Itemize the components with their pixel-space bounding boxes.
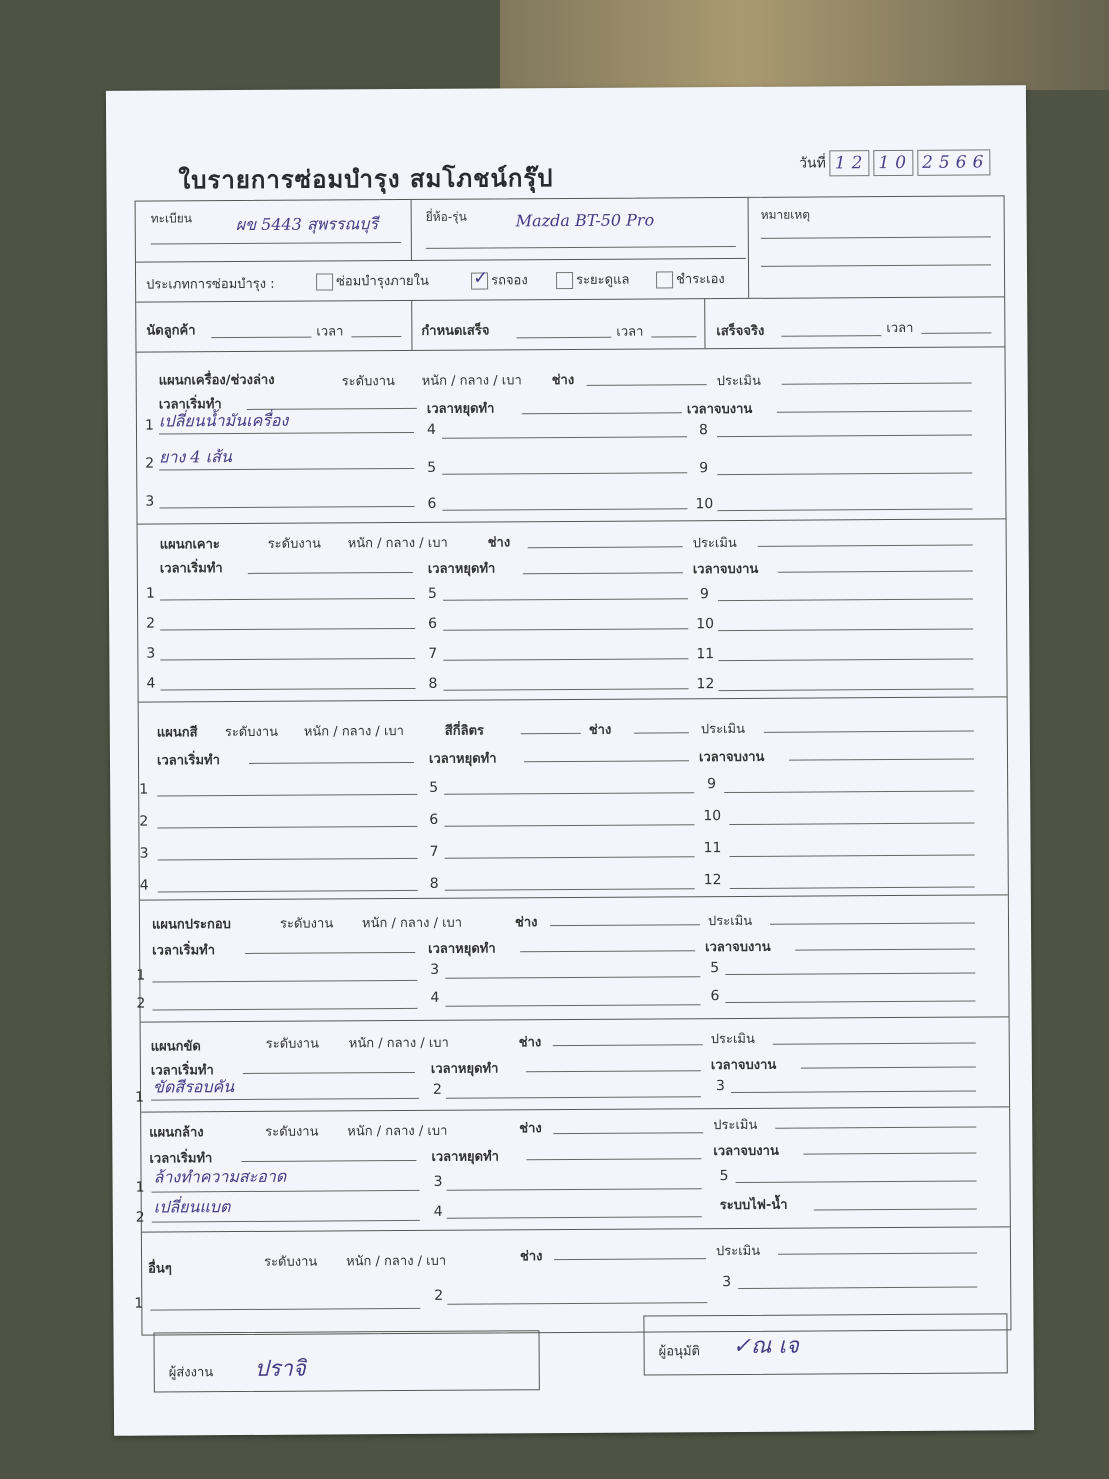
rule (718, 659, 973, 662)
divider (411, 200, 412, 260)
evaluate-label: ประเมิน (710, 1031, 755, 1048)
row-number: 7 (428, 645, 438, 662)
rule (718, 629, 973, 632)
rule (444, 824, 694, 827)
rule (795, 949, 975, 951)
end-label: เวลาจบงาน (692, 561, 759, 578)
row-number: 5 (427, 585, 437, 602)
rule (717, 435, 972, 438)
rule (731, 1091, 976, 1093)
rule (142, 1226, 1010, 1232)
checkbox-icon[interactable] (656, 271, 673, 288)
levels-options: หนัก / กลาง / เบา (421, 373, 522, 389)
other-title: อื่นๆ (148, 1261, 172, 1277)
row-number: 8 (428, 675, 438, 692)
rule (442, 508, 687, 510)
rule (248, 572, 413, 574)
row-number: 8 (429, 875, 439, 892)
levels-options: หนัก / กลาง / เบา (347, 535, 448, 552)
rule (522, 412, 682, 414)
brand-value: Mazda BT-50 Pro (515, 210, 655, 231)
rule (778, 1253, 977, 1255)
end-label: เวลาจบงาน (713, 1143, 779, 1160)
row-number: 3 (430, 961, 440, 978)
row-number: 3 (722, 1274, 732, 1291)
rule (426, 246, 736, 249)
rule (139, 696, 1007, 702)
start-label: เวลาเริ่มทำ (158, 397, 222, 413)
rule (152, 1220, 420, 1223)
rule (554, 1258, 706, 1260)
rule (446, 1096, 701, 1099)
rule (736, 1181, 977, 1183)
rule (717, 473, 972, 476)
rule (443, 628, 688, 630)
appointment-label: นัดลูกค้า (146, 323, 196, 339)
evaluate-label: ประเมิน (715, 1243, 761, 1260)
rule (136, 258, 746, 263)
plate-label: ทะเบียน (150, 211, 193, 226)
row-number: 4 (430, 989, 440, 1006)
rule (528, 546, 683, 548)
tech-label: ช่าง (519, 1249, 543, 1265)
row-number: 2 (145, 455, 155, 472)
rule (521, 733, 581, 734)
row-number: 2 (432, 1081, 442, 1098)
rule (249, 762, 414, 764)
rule (211, 337, 311, 339)
sender-label: ผู้ส่งงาน (168, 1365, 214, 1381)
row-number: 12 (703, 872, 722, 889)
levels-options: หนัก / กลาง / เบา (346, 1253, 447, 1270)
rule (523, 572, 683, 574)
row-number: 2 (434, 1287, 444, 1304)
row-number: 5 (427, 459, 437, 476)
brand-label: ยี่ห้อ-รุ่น (425, 209, 467, 224)
row-number: 6 (710, 988, 720, 1005)
rule (773, 1043, 976, 1045)
start-label: เวลาเริ่มทำ (149, 1151, 213, 1167)
tech-label: ช่าง (588, 722, 612, 738)
rule (814, 1209, 977, 1211)
row-number: 3 (146, 645, 156, 662)
pause-label: เวลาหยุดทำ (428, 941, 496, 957)
pause-label: เวลาหยุดทำ (431, 1149, 499, 1165)
rule (520, 950, 695, 952)
rule (447, 1302, 707, 1305)
rule (526, 1158, 701, 1160)
actual-time-label: เวลา (886, 320, 914, 337)
row-number: 11 (696, 646, 715, 663)
divider (748, 198, 750, 298)
checkbox-checked-icon[interactable] (471, 272, 488, 289)
row-number: 4 (426, 421, 436, 438)
rule (444, 688, 689, 690)
engine-title: แผนกเครื่อง/ช่วงล่าง (158, 372, 275, 389)
date-day: 12 (830, 150, 870, 176)
rule (764, 731, 974, 733)
level-label: ระดับงาน (265, 1036, 319, 1052)
rule (789, 759, 974, 761)
pause-label: เวลาหยุดทำ (427, 561, 496, 577)
rule (782, 383, 972, 385)
levels-options: หนัก / กลาง / เบา (347, 1123, 448, 1140)
evaluate-label: ประเมิน (707, 913, 753, 930)
rule (761, 264, 991, 266)
row-number: 1 (135, 1179, 145, 1196)
rule (151, 242, 401, 245)
tech-label: ช่าง (514, 915, 538, 931)
rule (443, 598, 688, 600)
row-number: 1 (145, 585, 155, 602)
approver-signature: ✓ณ เจ (732, 1333, 799, 1360)
date-label: วันที่ (799, 155, 826, 172)
rule (138, 518, 1006, 524)
option-internal[interactable]: ซ่อมบำรุงภายใน (316, 270, 429, 292)
tech-label: ช่าง (487, 535, 511, 551)
evaluate-label: ประเมิน (700, 721, 745, 738)
rule (160, 658, 415, 661)
polish-item-1: ขัดสีรอบคัน (152, 1077, 235, 1097)
rule (152, 1190, 420, 1193)
rule (719, 689, 974, 692)
rule (442, 472, 687, 474)
row-number: 1 (139, 781, 149, 798)
divider (411, 300, 412, 350)
sender-box (153, 1330, 539, 1392)
row-number: 6 (427, 495, 437, 512)
row-number: 10 (696, 616, 715, 633)
option-maintenance[interactable]: ระยะดูแล (556, 269, 629, 290)
wash-item-1: ล้างทำความสะอาด (153, 1166, 287, 1187)
row-number: 6 (429, 811, 439, 828)
rule (136, 346, 1004, 352)
rule (443, 658, 688, 660)
pause-label: เวลาหยุดทำ (426, 401, 495, 417)
rule (717, 509, 972, 512)
rule (801, 1067, 976, 1069)
level-label: ระดับงาน (264, 1254, 318, 1270)
row-number: 4 (433, 1203, 443, 1220)
rule (160, 628, 415, 631)
end-label: เวลาจบงาน (705, 939, 771, 956)
row-number: 9 (699, 460, 709, 477)
repair-form-paper (106, 85, 1034, 1436)
row-number: 3 (145, 493, 155, 510)
note-label: หมายเหตุ (760, 207, 811, 222)
rule (524, 760, 689, 762)
rule (724, 791, 974, 794)
divider (704, 298, 705, 348)
rule (447, 1188, 702, 1191)
wash-item-2: เปลี่ยนแบต (153, 1197, 231, 1217)
pause-label: เวลาหยุดทำ (430, 1061, 499, 1077)
rule (729, 823, 974, 825)
end-label: เวลาจบงาน (710, 1057, 777, 1074)
rule (157, 826, 417, 829)
engine-item-1: เปลี่ยนน้ำมันเครื่อง (158, 410, 289, 431)
end-label: เวลาจบงาน (698, 749, 765, 766)
evaluate-label: ประเมิน (713, 1117, 758, 1134)
rule (136, 296, 1004, 302)
rule (730, 887, 975, 889)
rule (725, 1001, 975, 1004)
rule (245, 952, 415, 954)
end-label: เวลาจบงาน (686, 401, 753, 418)
date-month: 10 (873, 150, 913, 176)
liters-label: สีกี่ลิตร (444, 723, 485, 739)
option-reserved[interactable]: ✓ รถจอง (471, 269, 528, 290)
due-time-label: เวลา (616, 324, 644, 340)
row-number: 2 (135, 1209, 145, 1226)
assembly-title: แผนกประกอบ (151, 917, 231, 933)
rule (159, 432, 414, 435)
checkbox-icon[interactable] (556, 272, 573, 289)
rule (725, 973, 975, 976)
rule (447, 1216, 702, 1219)
rule (161, 688, 416, 691)
approver-label: ผู้อนุมัติ (658, 1344, 700, 1360)
actual-label: เสร็จจริง (716, 323, 765, 340)
approver-box (643, 1313, 1007, 1375)
date-year: 2566 (917, 149, 990, 175)
rule (158, 890, 418, 893)
start-label: เวลาเริ่มทำ (150, 1063, 214, 1079)
row-number: 5 (429, 779, 439, 796)
row-number: 2 (146, 615, 156, 632)
date-field (799, 149, 990, 176)
row-number: 11 (703, 840, 722, 857)
row-number: 5 (719, 1168, 729, 1185)
background-window-light (500, 0, 1109, 90)
rule (761, 236, 991, 238)
rule (516, 337, 611, 339)
row-number: 10 (695, 496, 714, 513)
form-title: ใบรายการซ่อมบำรุง สมโภชน์กรุ๊ป (178, 164, 554, 195)
rule (550, 924, 700, 926)
electric-label: ระบบไฟ-น้ำ (719, 1197, 788, 1214)
rule (553, 1044, 703, 1046)
form-frame (135, 195, 1012, 1335)
paint-title: แผนกสี (156, 725, 198, 741)
rule (730, 855, 975, 857)
evaluate-label: ประเมิน (692, 535, 737, 552)
row-number: 10 (703, 808, 722, 825)
evaluate-label: ประเมิน (716, 373, 761, 390)
row-number: 7 (429, 843, 439, 860)
rule (777, 411, 972, 413)
rule (445, 1004, 700, 1007)
rule (526, 1070, 701, 1072)
row-number: 4 (139, 877, 149, 894)
tech-label: ช่าง (519, 1121, 542, 1137)
body-title: แผนกเคาะ (159, 537, 220, 553)
rule (445, 976, 700, 979)
rule (778, 571, 973, 573)
rule (141, 1016, 1009, 1022)
repair-type-label: ประเภทการซ่อมบำรุง : (146, 276, 275, 293)
rule (140, 894, 1008, 900)
rule (159, 468, 414, 471)
rule (153, 1008, 418, 1011)
row-number: 1 (144, 417, 154, 434)
sender-signature: ปราจิ (254, 1356, 306, 1382)
rule (158, 858, 418, 861)
rule (770, 923, 975, 925)
rule (651, 336, 696, 337)
tech-label: ช่าง (551, 372, 575, 389)
row-number: 1 (136, 967, 146, 984)
level-label: ระดับงาน (224, 724, 279, 741)
row-number: 2 (139, 813, 149, 830)
rule (159, 506, 414, 509)
row-number: 4 (146, 675, 156, 692)
rule (921, 332, 991, 333)
rule (803, 1153, 976, 1155)
row-number: 1 (134, 1295, 144, 1312)
levels-options: หนัก / กลาง / เบา (348, 1035, 449, 1052)
rule (241, 1160, 416, 1162)
level-label: ระดับงาน (265, 1124, 319, 1140)
start-label: เวลาเริ่มทำ (156, 753, 220, 769)
rule (141, 1106, 1009, 1112)
checkbox-icon[interactable] (316, 273, 333, 290)
rule (718, 599, 973, 602)
rule (445, 888, 695, 891)
rule (351, 336, 401, 337)
level-label: ระดับงาน (267, 536, 321, 552)
polish-title: แผนกขัด (150, 1039, 201, 1055)
rule (634, 732, 689, 733)
row-number: 12 (696, 676, 715, 693)
tech-label: ช่าง (518, 1035, 542, 1051)
start-label: เวลาเริ่มทำ (159, 561, 223, 577)
row-number: 6 (428, 615, 438, 632)
rule (587, 384, 707, 386)
option-self-pay[interactable]: ชำระเอง (656, 268, 725, 289)
rule (781, 335, 881, 337)
pause-label: เวลาหยุดทำ (428, 751, 497, 767)
plate-value: ผข 5443 สุพรรณบุรี (235, 214, 379, 235)
rule (444, 792, 694, 795)
rule (243, 1072, 415, 1074)
level-label: ระดับงาน (279, 916, 334, 932)
levels-options: หนัก / กลาง / เบา (361, 915, 463, 932)
wash-title: แผนกล้าง (149, 1125, 204, 1141)
row-number: 3 (715, 1078, 725, 1095)
start-label: เวลาเริ่มทำ (152, 943, 216, 959)
rule (775, 1127, 976, 1129)
rule (445, 856, 695, 859)
row-number: 3 (433, 1173, 443, 1190)
row-number: 1 (135, 1089, 145, 1106)
row-number: 3 (139, 845, 149, 862)
rule (152, 980, 417, 983)
rule (157, 794, 417, 797)
due-label: กำหนดเสร็จ (421, 323, 490, 339)
rule (150, 1308, 420, 1311)
level-label: ระดับงาน (341, 374, 395, 390)
appointment-time-label: เวลา (316, 324, 344, 340)
rule (758, 545, 973, 547)
row-number: 9 (699, 586, 709, 603)
rule (442, 436, 687, 438)
row-number: 5 (710, 960, 720, 977)
row-number: 9 (707, 776, 717, 793)
rule (738, 1287, 977, 1289)
engine-item-2: ยาง 4 เส้น (159, 447, 232, 467)
row-number: 8 (698, 422, 708, 439)
row-number: 2 (136, 995, 146, 1012)
rule (553, 1132, 703, 1134)
rule (160, 598, 415, 601)
levels-options: หนัก / กลาง / เบา (303, 724, 404, 740)
